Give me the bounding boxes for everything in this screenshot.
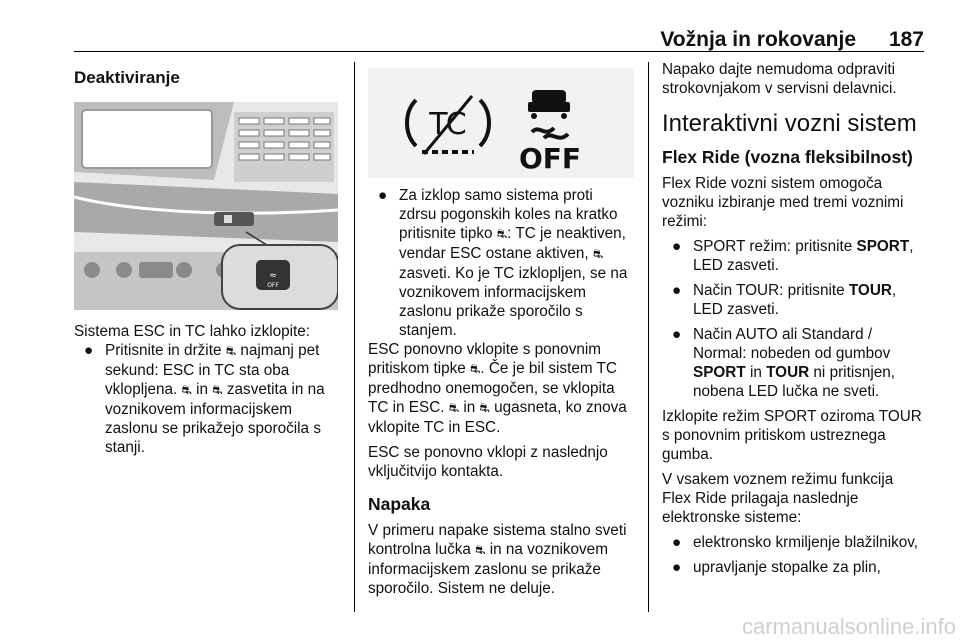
paragraph-adapts-systems: V vsakem voznem režimu funkcija Flex Ride prilagaja naslednje elektronske sisteme: — [662, 471, 894, 526]
warning-lights-figure — [368, 68, 634, 178]
paragraph-ignition: ESC se ponovno vklopi z naslednjo vključitvijo kontakta. — [368, 444, 608, 480]
list-item-tour: ● Način TOUR: pritisnite TOUR, LED zasveti. — [672, 282, 897, 318]
esc-off-indicator-icon: ⛐ — [448, 401, 460, 415]
section-heading-deaktiviranje: Deaktiviranje — [74, 68, 180, 87]
header-rule — [74, 51, 924, 52]
paragraph-fault: V primeru napake sistema stalno sveti kontrolna lučka ⛐ in na voznikovem informacijskem zaslonu se prikaže sporočilo. Sistem ne deluje. — [368, 522, 627, 597]
list-item: ● elektronsko krmiljenje blažilnikov, — [672, 534, 919, 551]
tc-off-indicator-icon: ⛐ — [479, 401, 490, 415]
sport-button-label: SPORT — [856, 238, 910, 255]
esc-off-indicator-icon: ⛐ — [181, 383, 192, 397]
running-header-title: Vožnja in rokovanje — [660, 28, 856, 51]
bullet-dot: ● — [672, 534, 682, 551]
column-3 — [662, 60, 924, 577]
esc-warning-lamp-icon: ⛐ — [475, 543, 486, 557]
page-number: 187 — [888, 28, 924, 51]
column-2 — [368, 60, 634, 598]
paragraph-esc-reenable: ESC ponovno vklopite s ponovnim pritiskom tipke ⛐. Če je bil sistem TC predhodno onemogočen, se vklopita TC in ESC. ⛐ in ⛐ ugasneta, ko znova vklopite TC in ESC. — [368, 341, 627, 436]
list-item-sport: ● SPORT režim: pritisnite SPORT, LED zasveti. — [672, 238, 914, 274]
section-heading-napaka: Napaka — [368, 494, 431, 514]
list-item-auto: ● Način AUTO ali Standard / Normal: nobeden od gumbov SPORT in TOUR ni pritisnjen, nobena LED lučka ne sveti. — [672, 326, 896, 400]
svg-text:≈: ≈ — [269, 271, 277, 281]
adapted-systems-list — [662, 533, 924, 577]
tc-label: TC — [429, 107, 467, 142]
svg-text:OFF: OFF — [267, 282, 279, 289]
watermark: carmanualsonline.info — [741, 614, 956, 639]
column-divider-2 — [648, 62, 649, 612]
bullet-dot: ● — [672, 559, 682, 576]
bullet-dot: ● — [672, 282, 682, 299]
bullet-list-2 — [368, 186, 634, 340]
dashboard-photo — [74, 102, 338, 310]
bullet-dot: ● — [378, 187, 388, 204]
tc-off-button-icon: ⛐ — [496, 227, 508, 241]
paragraph-flex-ride-intro: Flex Ride vozni sistem omogoča vozniku izbiranje med tremi voznimi režimi: — [662, 175, 904, 230]
tc-off-button-icon: ⛐ — [470, 362, 481, 376]
tc-off-indicator-icon: ⛐ — [212, 383, 223, 397]
paragraph-workshop: Napako dajte nemudoma odpraviti strokovnjakom v servisni delavnici. — [662, 61, 897, 97]
dashboard-illustration — [74, 102, 338, 310]
tc-off-button-icon: ⛐ — [225, 344, 237, 358]
tour-button-label: TOUR — [848, 282, 892, 299]
column-1 — [74, 60, 344, 457]
bullet-dot: ● — [672, 238, 682, 255]
bullet-list-1 — [74, 341, 344, 457]
tc-and-esc-off-symbols — [368, 68, 634, 178]
tc-off-indicator-icon: ⛐ — [592, 247, 604, 261]
list-item: ● Za izklop samo sistema proti zdrsu pogonskih koles na kratko pritisnite tipko ⛐: TC je neaktiven, vendar ESC ostane aktiven, ⛐ zasveti. Ko je TC izklopljen, se na voznikovem informacijskem zaslonu prikaže sporočilo s stanjem. — [378, 187, 628, 339]
list-item: ● upravljanje stopalke za plin, — [672, 559, 881, 576]
bullet-dot: ● — [84, 342, 94, 359]
paragraph-mode-off: Izklopite režim SPORT oziroma TOUR s ponovnim pritiskom ustreznega gumba. — [662, 408, 922, 463]
column-divider-1 — [354, 62, 355, 612]
sport-button-label: SPORT — [693, 364, 746, 381]
subsection-heading-flex-ride: Flex Ride (vozna fleksibilnost) — [662, 147, 913, 167]
section-heading-interactive-system: Interaktivni vozni sistem — [662, 110, 917, 137]
list-item: ● Pritisnite in držite ⛐ najmanj pet sekund: ESC in TC sta oba vklopljena. ⛐ in ⛐ zasvetita in na voznikovem informacijskem zaslonu se prikažejo sporočila s stanji. — [84, 342, 325, 456]
paragraph-esc-tc-off: Sistema ESC in TC lahko izklopite: — [74, 323, 311, 340]
drive-mode-list — [662, 237, 924, 401]
tour-button-label: TOUR — [766, 364, 810, 381]
off-label: OFF — [518, 142, 582, 175]
bullet-dot: ● — [672, 326, 682, 343]
